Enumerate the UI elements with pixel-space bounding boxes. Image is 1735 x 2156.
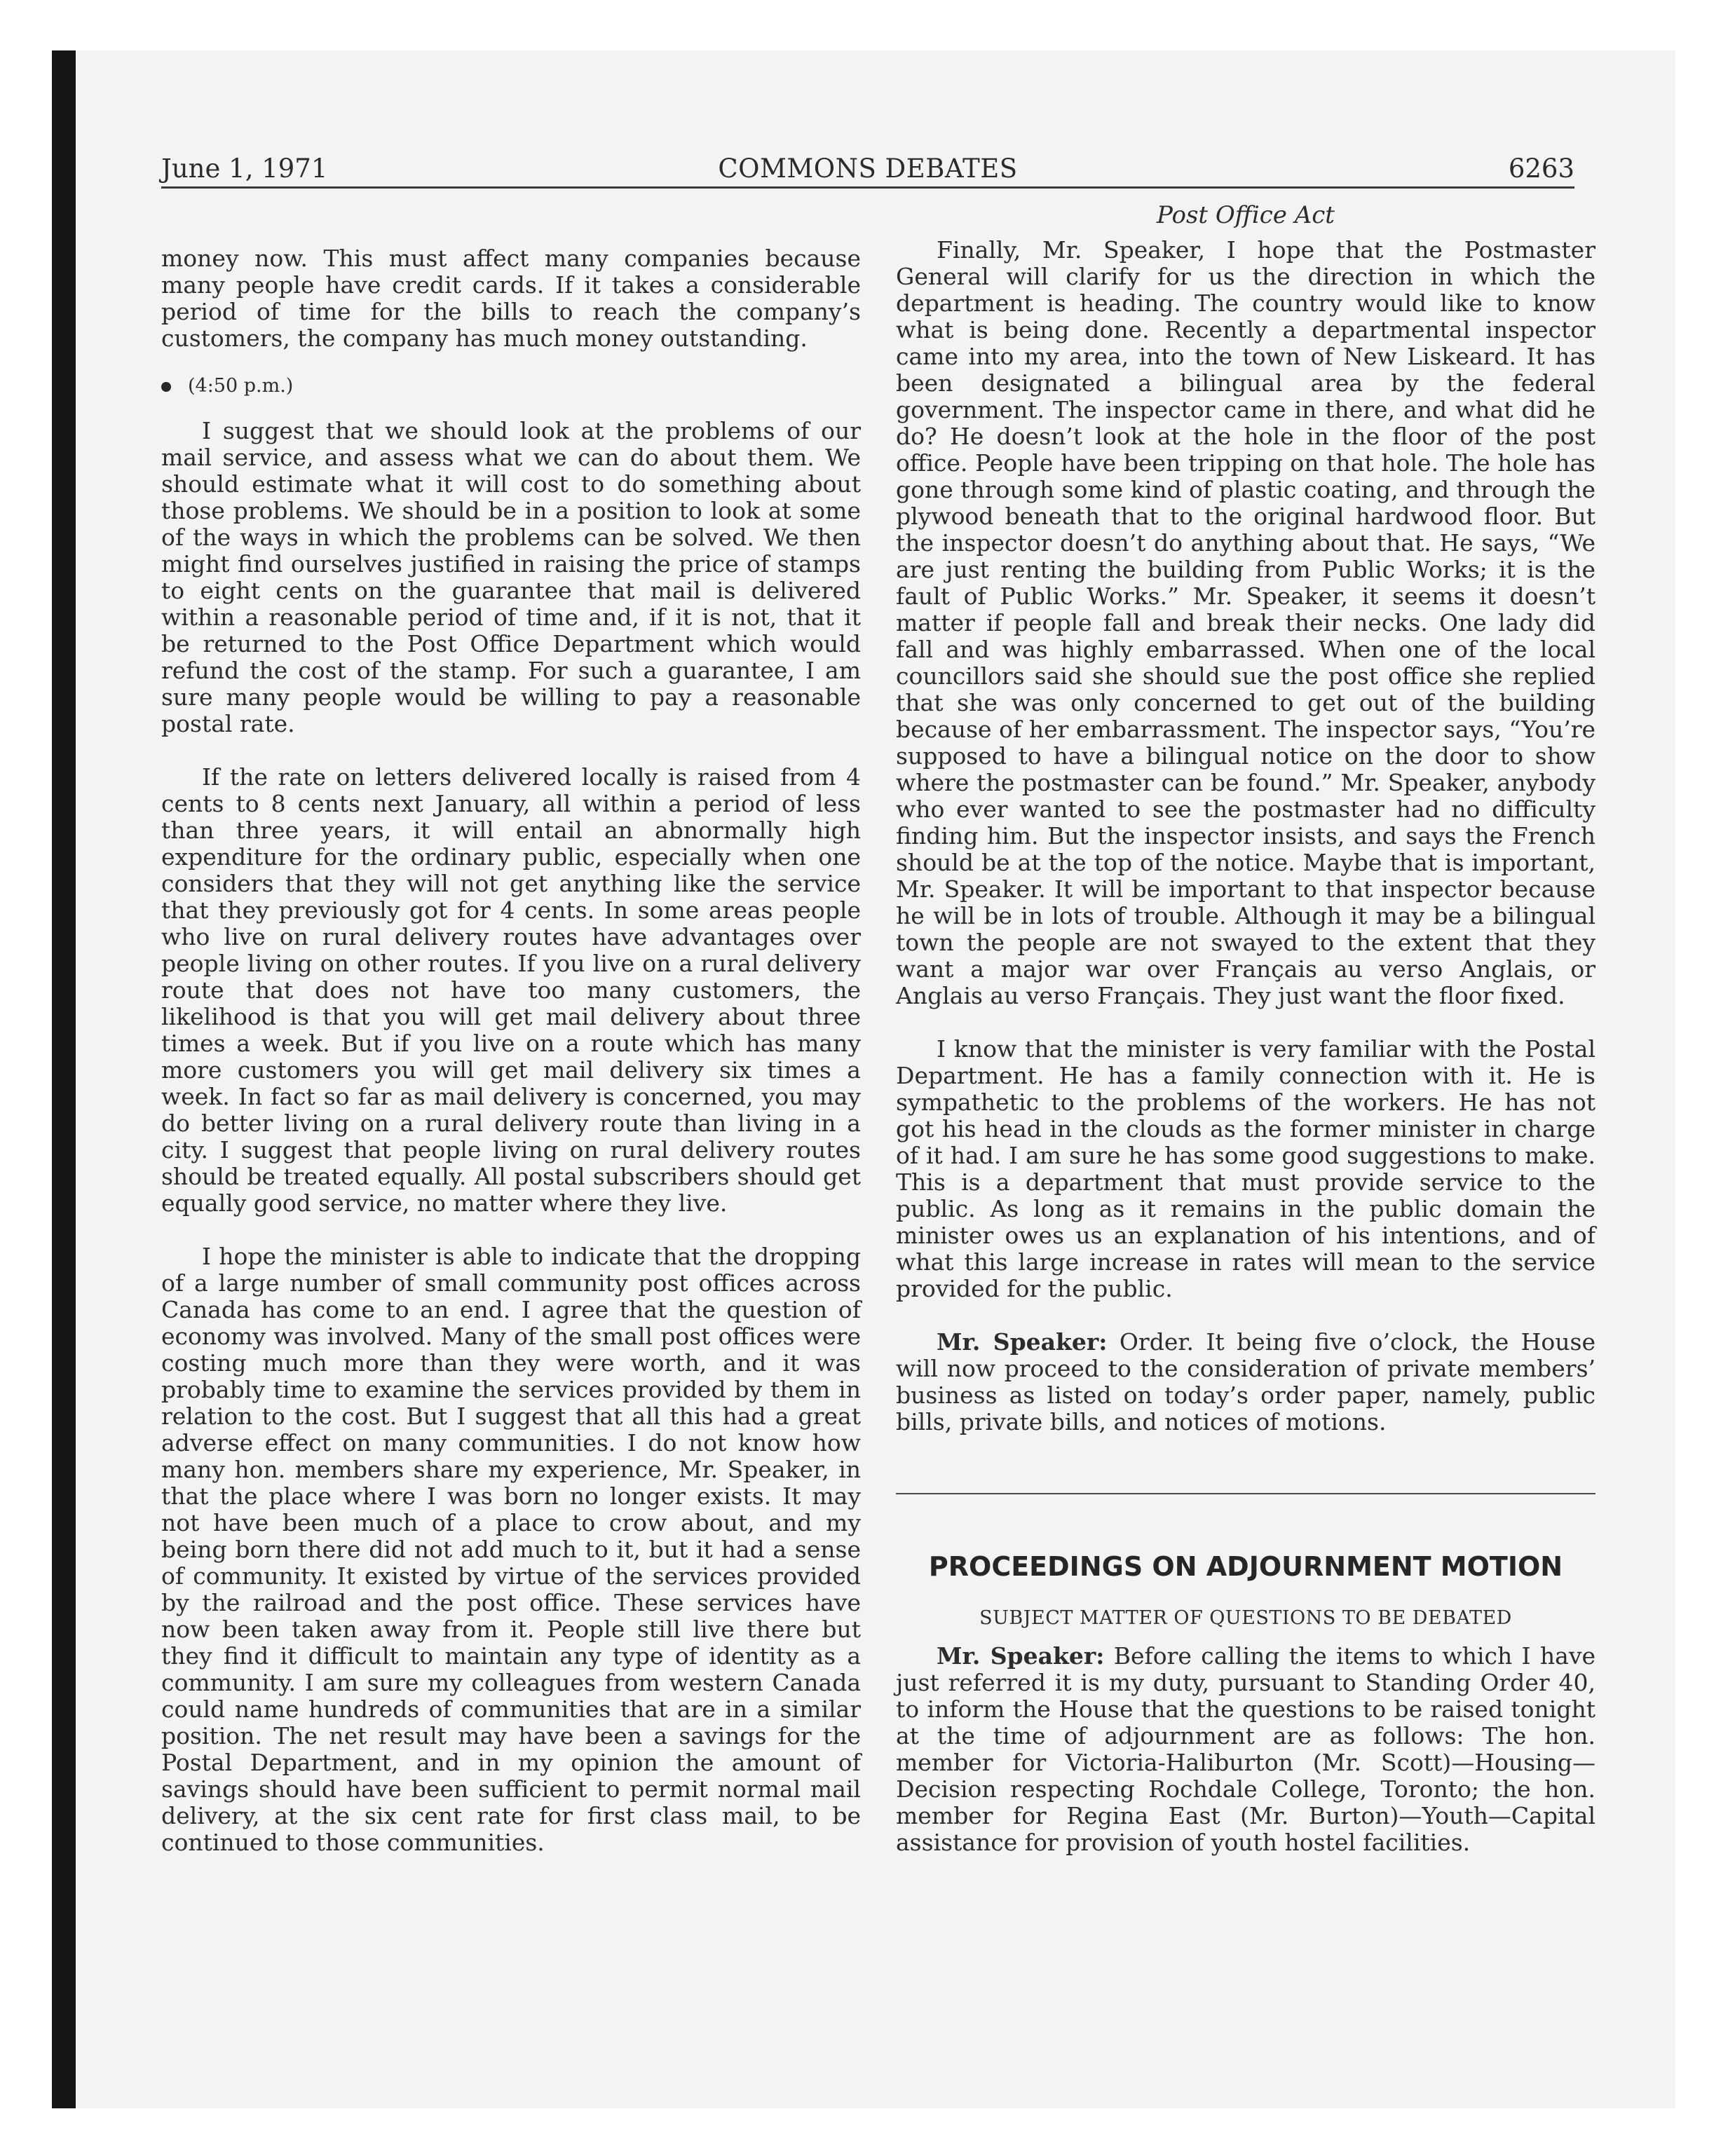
section-divider (896, 1493, 1595, 1494)
paragraph: money now. This must affect many companies because many people have credit cards. If it takes a considerable period of time for the bills to reach the company’s customers, the company has much money outstanding. (161, 245, 861, 352)
bullet-icon (161, 382, 171, 392)
header-page-number: 6263 (1508, 153, 1574, 184)
time-stamp (161, 374, 861, 398)
paragraph: I hope the minister is able to indicate that the dropping of a large number of small community post offices across Canada has come to an end. I agree that the question of economy was involved. Many of the small post offices were costing much more than they were worth, and it was probably time to examine the services provided by them in relation to the cost. But I suggest that all this had a great adverse effect on many communities. I do not know how many hon. members share my experience, Mr. Speaker, in that the place where I was born no longer exists. It may not have been much of a place to crow about, and my being born there did not add much to it, but it had a sense of community. It existed by virtue of the services provided by the railroad and the post office. These services have now been taken away from it. People still live there but they find it difficult to maintain any type of identity as a community. I am sure my colleagues from western Canada could name hundreds of communities that are in a similar position. The net result may have been a savings for the Postal Department, and in my opinion the amount of savings should have been sufficient to permit normal mail delivery, at the six cent rate for first class mail, to be continued to those communities. (161, 1243, 861, 1856)
left-column (161, 245, 861, 1856)
header-title: COMMONS DEBATES (718, 153, 1018, 184)
speaker-text: Order. It being five o’clock, the House will now proceed to the consideration of private members’ business as listed on today’s order paper, namely, public bills, private bills, and notices of motions. (896, 1328, 1596, 1435)
paragraph: I suggest that we should look at the problems of our mail service, and assess what we can do about them. We should estimate what it will cost to do something about those problems. We should be in a position to look at some of the ways in which the problems can be solved. We then might find ourselves justified in raising the price of stamps to eight cents on the guarantee that mail is delivered within a reasonable period of time and, if it is not, that it be returned to the Post Office Department which would refund the cost of the stamp. For such a guarantee, I am sure many people would be willing to pay a reasonable postal rate. (161, 417, 861, 737)
speaker-paragraph (896, 1329, 1595, 1435)
header-date: June 1, 1971 (161, 153, 328, 184)
paragraph: I know that the minister is very familiar with the Postal Department. He has a family connection with it. He is sympathetic to the problems of the workers. He has not got his head in the clouds as the former minister in charge of it had. I am sure he has some good suggestions to make. This is a department that must provide service to the public. As long as it remains in the public domain the minister owes us an explanation of his intentions, and of what this large increase in rates will mean to the service provided for the public. (896, 1035, 1595, 1302)
speaker-label: Mr. Speaker: (937, 1642, 1105, 1670)
paragraph: If the rate on letters delivered locally is raised from 4 cents to 8 cents next January, all within a period of less than three years, it will entail an abnormally high expenditure for the ordinary public, especially when one considers that they will not get anything like the service that they previously got for 4 cents. In some areas people who live on rural delivery routes have advantages over people living on other routes. If you live on a rural delivery route that does not have too many customers, the likelihood is that you will get mail delivery about three times a week. But if you live on a route which has many more customers you will get mail delivery six times a week. In fact so far as mail delivery is concerned, you may do better living on a rural delivery route than living in a city. I suggest that people living on rural delivery routes should be treated equally. All postal subscribers should get equally good service, no matter where they live. (161, 763, 861, 1217)
right-column (896, 196, 1595, 1856)
speaker-label: Mr. Speaker: (937, 1328, 1108, 1356)
paragraph: Finally, Mr. Speaker, I hope that the Postmaster General will clarify for us the direction in which the department is heading. The country would like to know what is being done. Recently a departmental inspector came into my area, into the town of New Liskeard. It has been designated a bilingual area by the federal government. The inspector came in there, and what did he do? He doesn’t look at the hole in the floor of the post office. People have been tripping on that hole. The hole has gone through some kind of plastic coating, and through the plywood beneath that to the original hardwood floor. But the inspector doesn’t do anything about that. He says, “We are just renting the building from Public Works; it is the fault of Public Works.” Mr. Speaker, it seems it doesn’t matter if people fall and break their necks. One lady did fall and was highly embarrassed. When one of the local councillors said she should sue the post office she replied that she was only concerned to get out of the building because of her embarrassment. The inspector says, “You’re supposed to have a bilingual notice on the door to show where the postmaster can be found.” Mr. Speaker, anybody who ever wanted to see the postmaster had no difficulty finding him. But the inspector insists, and says the French should be at the top of the notice. Maybe that is important, Mr. Speaker. It will be important to that inspector because he will be in lots of trouble. Although it may be a bilingual town the people are not swayed to the extent that they want a major war over Français au verso Anglais, or Anglais au verso Français. They just want the floor fixed. (896, 236, 1595, 1009)
scan-border (52, 50, 76, 2108)
header-rule (161, 186, 1574, 189)
running-head (161, 151, 1574, 186)
proceedings-heading: PROCEEDINGS ON ADJOURNMENT MOTION (928, 1551, 1563, 1582)
time-stamp-text: (4:50 p.m.) (188, 375, 294, 397)
speaker-paragraph (896, 1643, 1595, 1856)
proceedings-subheading: SUBJECT MATTER OF QUESTIONS TO BE DEBATED (979, 1607, 1512, 1629)
speaker-text: Before calling the items to which I have just referred it is my duty, pursuant to Standing Order 40, to inform the House that the questions to be raised tonight at the time of adjournment are as follows: The hon. member for Victoria-Haliburton (Mr. Scott)—Housing—Decision respecting Rochdale College, Toronto; the hon. member for Regina East (Mr. Burton)—Youth—Capital assistance for provision of youth hostel facilities. (896, 1642, 1595, 1856)
section-title: Post Office Act (1157, 201, 1335, 229)
